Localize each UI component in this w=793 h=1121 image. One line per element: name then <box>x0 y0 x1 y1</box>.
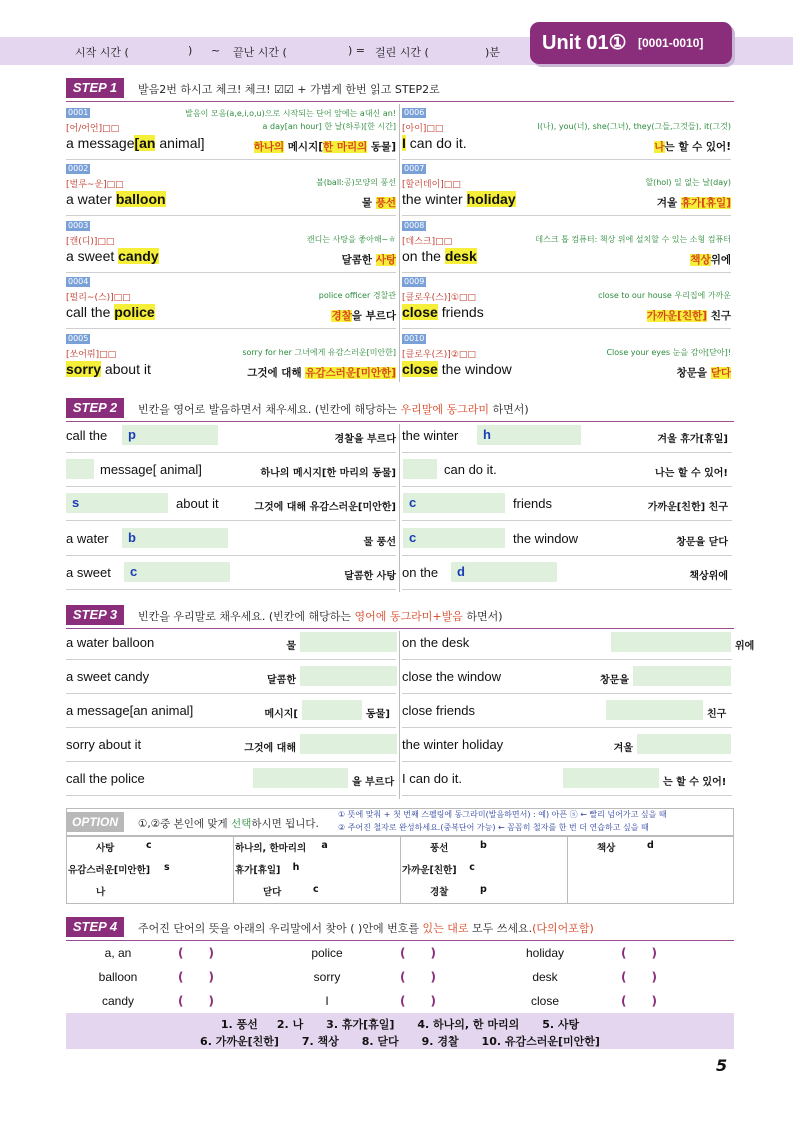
row-divider <box>402 589 732 590</box>
row-divider <box>66 693 396 694</box>
memory-hint: 데스크 톱 컴퓨터: 책상 위에 설치할 수 있는 소형 컴퓨터 <box>535 235 731 244</box>
row-divider <box>402 693 732 694</box>
row-divider <box>402 555 732 556</box>
phrase-end: friends <box>513 496 553 511</box>
blank-box[interactable] <box>302 700 362 720</box>
word-number: 0010 <box>404 334 425 343</box>
blank-box[interactable] <box>403 528 505 548</box>
english-phrase <box>66 304 155 320</box>
korean-post: 동물] <box>367 141 396 153</box>
memory-hint: close to our house 우리집에 가까운 <box>598 291 731 300</box>
korean-pre: 달콤한 <box>341 254 376 266</box>
korean-meaning <box>254 139 396 154</box>
row-divider <box>402 727 732 728</box>
phrase-end: message[ animal] <box>100 462 202 477</box>
option-letter: d <box>647 840 654 851</box>
english-pre: a message <box>66 135 135 151</box>
blank-box[interactable] <box>403 459 437 479</box>
option-korean: 휴가[휴일] <box>235 865 281 876</box>
korean-meaning <box>647 308 731 323</box>
english-phrase <box>66 191 166 207</box>
row-divider <box>66 795 396 796</box>
korean-start: 창문을 <box>600 675 629 686</box>
memory-hint: 할(hol) 일 없는 날(day) <box>645 178 731 187</box>
korean-start: 물 <box>286 641 296 652</box>
vocab-word: police <box>311 946 343 960</box>
row-divider <box>402 659 732 660</box>
english-post: the window <box>437 361 512 377</box>
row-divider <box>66 159 396 160</box>
korean-meaning: 책상위에 <box>689 571 728 582</box>
vocab-word: a, an <box>104 946 132 960</box>
option-korean: 풍선 <box>430 843 449 854</box>
vocab-word: sorry <box>313 970 341 984</box>
english-phrase <box>402 248 477 264</box>
korean-meaning <box>654 139 731 154</box>
page-number: 5 <box>716 1056 728 1075</box>
english-pre: the winter <box>402 191 467 207</box>
phrase-start: a water <box>66 531 109 546</box>
korean-meaning: 그것에 대해 유감스러운[미안한] <box>254 502 396 513</box>
first-letter: h <box>483 427 491 442</box>
korean-keyword: 나 <box>654 141 665 153</box>
english-phrase <box>66 135 205 151</box>
english-keyword: balloon <box>115 191 166 207</box>
korean-end: 위에 <box>735 641 755 652</box>
row-divider <box>402 328 731 329</box>
korean-meaning: 겨울 휴가[휴일] <box>657 434 728 445</box>
korean-meaning <box>247 365 396 380</box>
word-number: 0004 <box>68 277 89 286</box>
end-time-close: ) = <box>348 44 366 57</box>
answer-bank-row-1: 1. 풍선 2. 나 3. 휴가[휴일] 4. 하나의, 한 마리의 5. 사탕 <box>220 1018 580 1031</box>
step2-divider <box>399 424 400 592</box>
korean-end: 을 부르다 <box>352 777 395 788</box>
korean-start: 메시지[ <box>264 709 298 720</box>
korean-start: 겨울 <box>613 743 633 754</box>
option-korean: 가까운[친한] <box>402 865 457 876</box>
english-pre: on the <box>402 248 445 264</box>
korean-meaning <box>342 252 396 267</box>
korean-start: 달콤한 <box>267 675 296 686</box>
row-divider <box>66 555 396 556</box>
option-col-divider-1 <box>233 836 234 904</box>
english-phrase: I can do it. <box>402 771 462 786</box>
english-phrase: the winter holiday <box>402 737 504 752</box>
english-phrase <box>402 304 484 320</box>
memory-hint: a day[an hour] 한 날(하루)[한 시간] <box>262 122 396 131</box>
step3-rule <box>66 628 734 629</box>
row-divider <box>402 795 732 796</box>
korean-keyword-2: 한 마리의 <box>323 141 368 153</box>
unit-title: Unit 01① <box>542 32 627 54</box>
english-keyword: I <box>402 135 406 151</box>
blank-box[interactable] <box>300 632 397 652</box>
vocab-word: desk <box>532 970 558 984</box>
english-phrase: sorry about it <box>66 737 142 752</box>
korean-mid: 는 할 수 있어! <box>664 141 731 153</box>
korean-meaning: 나는 할 수 있어! <box>655 468 728 479</box>
korean-meaning: 달콤한 사탕 <box>344 571 396 582</box>
korean-meaning: 경찰을 부르다 <box>334 434 396 445</box>
option-letter: s <box>164 862 170 873</box>
option-korean: 책상 <box>597 843 616 854</box>
english-post: friends <box>437 304 484 320</box>
korean-keyword: 경찰 <box>331 310 352 322</box>
memory-hint: 불(ball:공)모양의 풍선 <box>315 178 396 187</box>
word-number: 0002 <box>68 164 89 173</box>
answer-parentheses[interactable]: ( ) <box>400 994 437 1008</box>
memory-hint: 캔디는 사탕을 좋아해~ㅎ <box>306 235 396 244</box>
korean-start: 그것에 대해 <box>244 743 296 754</box>
blank-box[interactable] <box>122 528 228 548</box>
english-keyword: close <box>402 361 438 377</box>
start-time-label: 시작 시간 ( <box>75 46 129 59</box>
pronunciation: [할러데이]□□ <box>402 180 461 190</box>
word-number: 0006 <box>404 108 425 117</box>
english-phrase: a water balloon <box>66 635 155 650</box>
option-col-divider-3 <box>567 836 568 904</box>
option-letter: c <box>313 884 319 895</box>
korean-meaning <box>677 365 731 380</box>
option-letter: c <box>146 840 152 851</box>
english-phrase: close friends <box>402 703 475 718</box>
english-keyword: sorry <box>66 361 102 377</box>
step3-badge: STEP 3 <box>66 605 124 625</box>
elapsed-minutes: )분 <box>485 46 500 59</box>
korean-keyword: 휴가[휴일] <box>680 197 731 209</box>
word-number: 0008 <box>404 221 425 230</box>
vocab-word: balloon <box>98 970 138 984</box>
first-letter: s <box>72 495 80 510</box>
answer-parentheses[interactable]: ( ) <box>400 970 437 984</box>
phrase-start: on the <box>402 565 439 580</box>
step1-divider <box>399 104 400 382</box>
word-number: 0005 <box>68 334 89 343</box>
option-letter: h <box>292 862 300 873</box>
blank-box[interactable] <box>66 459 94 479</box>
korean-pre: 그것에 대해 <box>247 367 306 379</box>
korean-meaning <box>331 308 396 323</box>
option-instructions: ①,②중 본인에 맞게 선택하시면 됩니다. <box>138 818 319 830</box>
pronunciation: [데스크]□□ <box>402 237 453 247</box>
answer-parentheses[interactable]: ( ) <box>178 970 215 984</box>
pronunciation: [클로우(스)]①□□ <box>402 293 476 303</box>
blank-box[interactable] <box>637 734 731 754</box>
pronunciation: [어/어언]□□ <box>66 124 120 134</box>
tilde: ~ <box>211 44 221 57</box>
step1-badge: STEP 1 <box>66 78 124 98</box>
option-col-divider-2 <box>400 836 401 904</box>
english-keyword: close <box>402 304 438 320</box>
korean-mid: 을 부르다 <box>351 310 396 322</box>
korean-keyword: 책상 <box>690 254 711 266</box>
english-phrase: call the police <box>66 771 145 786</box>
english-post: animal] <box>155 135 205 151</box>
phrase-start: call the <box>66 428 108 443</box>
row-divider <box>402 520 732 521</box>
korean-end: 친구 <box>707 709 727 720</box>
option-korean: 유감스러운[미안한] <box>68 865 151 876</box>
english-phrase <box>66 248 159 264</box>
pronunciation: [클로우(즈)]②□□ <box>402 350 476 360</box>
option-note-2: ② 주어진 철자로 완성하세요.(중복단어 가능) ← 꼼꼼히 철자를 한 번 더 연습하고 싶을 때 <box>338 823 649 832</box>
step3-divider <box>399 631 400 799</box>
english-phrase: on the desk <box>402 635 470 650</box>
first-letter: c <box>409 495 417 510</box>
korean-meaning: 창문을 닫다 <box>676 537 728 548</box>
answer-parentheses[interactable]: ( ) <box>400 946 437 960</box>
option-note-1: ① 뜻에 맞춰 + 첫 번째 스펠링에 동그라미(발음하면서) : 예) 아픈 ⓢ ← 빨리 넘어가고 싶을 때 <box>338 810 667 819</box>
phrase-end: can do it. <box>444 462 497 477</box>
first-letter: p <box>128 427 136 442</box>
row-divider <box>402 452 732 453</box>
blank-box[interactable] <box>253 768 348 788</box>
phrase-end: the window <box>513 531 579 546</box>
vocab-word: close <box>530 994 559 1008</box>
pronunciation: [벌루~운]□□ <box>66 180 124 190</box>
answer-parentheses[interactable]: ( ) <box>621 970 658 984</box>
unit-range: [0001-0010] <box>638 36 704 50</box>
elapsed-time-label: 걸린 시간 ( <box>375 46 429 59</box>
english-phrase <box>402 135 467 151</box>
row-divider <box>66 727 396 728</box>
row-divider <box>402 159 731 160</box>
memory-hint: sorry for her 그녀에게 유감스러운[미안한] <box>242 348 396 357</box>
word-number: 0009 <box>404 277 425 286</box>
answer-parentheses[interactable]: ( ) <box>178 994 215 1008</box>
english-post: about it <box>101 361 151 377</box>
blank-box[interactable] <box>451 562 557 582</box>
phrase-end: about it <box>176 496 219 511</box>
phrase-start: a sweet <box>66 565 111 580</box>
step1-instructions: 발음2번 하시고 체크! 체크! ☑☑ + 가볍게 한번 읽고 STEP2로 <box>138 83 440 96</box>
row-divider <box>402 215 731 216</box>
blank-box[interactable] <box>606 700 703 720</box>
answer-parentheses[interactable]: ( ) <box>621 946 658 960</box>
first-letter: d <box>457 564 465 579</box>
blank-box[interactable] <box>403 493 505 513</box>
blank-box[interactable] <box>633 666 731 686</box>
row-divider <box>66 659 396 660</box>
pronunciation: [펄리~(스)]□□ <box>66 293 131 303</box>
korean-keyword: 닫다 <box>710 367 731 379</box>
english-phrase: a message[an animal] <box>66 703 194 718</box>
phrase-start: the winter <box>402 428 459 443</box>
korean-keyword: 가까운[친한] <box>646 310 708 322</box>
korean-meaning <box>362 195 396 210</box>
korean-meaning <box>690 252 731 267</box>
row-divider <box>66 272 396 273</box>
option-korean: 경찰 <box>430 887 449 898</box>
korean-mid: 위에 <box>710 254 731 266</box>
option-korean: 나 <box>96 887 106 898</box>
option-korean: 사탕 <box>96 843 115 854</box>
step2-rule <box>66 421 734 422</box>
memory-hint: I(나), you(너), she(그녀), they(그들,그것들), it(그것) <box>537 122 731 131</box>
step3-instructions: 빈칸을 우리말로 채우세요. (빈칸에 해당하는 영어에 동그라미+발음 하면서) <box>138 610 503 623</box>
row-divider <box>66 486 396 487</box>
korean-keyword: 사탕 <box>375 254 396 266</box>
korean-keyword: 하나의 <box>253 141 285 153</box>
row-divider <box>66 452 396 453</box>
korean-end: 동물] <box>366 709 390 720</box>
blank-box[interactable] <box>124 562 230 582</box>
korean-keyword: 풍선 <box>375 197 396 209</box>
vocab-word: I <box>325 994 329 1008</box>
step2-instructions: 빈칸을 영어로 발음하면서 채우세요. (빈칸에 해당하는 우리말에 동그라미 하면서) <box>138 403 529 416</box>
vocab-word: candy <box>101 994 135 1008</box>
korean-mid: 친구 <box>707 310 731 322</box>
korean-pre: 창문을 <box>676 367 711 379</box>
english-pre: a sweet <box>66 248 119 264</box>
english-keyword: desk <box>444 248 477 264</box>
option-letter: b <box>480 840 487 851</box>
blank-box[interactable] <box>66 493 168 513</box>
english-pre: a water <box>66 191 116 207</box>
step4-rule <box>66 940 734 941</box>
answer-bank <box>66 1013 734 1049</box>
step4-instructions: 주어진 단어의 뜻을 아래의 우리말에서 찾아 ( )안에 번호를 있는 대로 모두 쓰세요.(다의어포함) <box>138 922 594 935</box>
korean-meaning: 가까운[친한] 친구 <box>647 502 728 513</box>
korean-end: 는 할 수 있어! <box>663 777 727 788</box>
english-phrase: a sweet candy <box>66 669 150 684</box>
english-phrase: close the window <box>402 669 501 684</box>
answer-parentheses[interactable]: ( ) <box>178 946 215 960</box>
option-letter: p <box>480 884 487 895</box>
answer-bank-row-2: 6. 가까운[친한] 7. 책상 8. 닫다 9. 경찰 10. 유감스러운[미안한] <box>200 1035 600 1048</box>
korean-mid: 메시지[ <box>284 141 324 153</box>
vocab-word: holiday <box>525 946 565 960</box>
option-letter: c <box>469 862 475 873</box>
memory-hint: police officer 경찰관 <box>318 291 396 300</box>
unit-title-box <box>530 22 732 64</box>
english-post: can do it. <box>405 135 467 151</box>
korean-pre: 물 <box>361 197 376 209</box>
row-divider <box>66 589 396 590</box>
step2-badge: STEP 2 <box>66 398 124 418</box>
pronunciation: [캔(디)]□□ <box>66 237 115 247</box>
korean-pre: 겨울 <box>656 197 681 209</box>
row-divider <box>66 328 396 329</box>
english-phrase <box>402 191 516 207</box>
word-number: 0007 <box>404 164 425 173</box>
option-letter: a <box>321 840 328 851</box>
blank-box[interactable] <box>477 425 581 445</box>
blank-box[interactable] <box>122 425 218 445</box>
korean-meaning <box>657 195 731 210</box>
english-phrase <box>66 361 151 377</box>
row-divider <box>66 215 396 216</box>
first-letter: c <box>130 564 138 579</box>
memory-hint: Close your eyes 눈을 감아[닫아]! <box>606 348 731 357</box>
option-korean: 하나의, 한마리의 <box>235 843 307 854</box>
pronunciation: [쏘어뤼]□□ <box>66 350 117 360</box>
answer-parentheses[interactable]: ( ) <box>621 994 658 1008</box>
option-korean: 닫다 <box>263 887 282 898</box>
blank-box[interactable] <box>611 632 731 652</box>
korean-meaning: 하나의 메시지[한 마리의 동물] <box>260 468 396 479</box>
first-letter: c <box>409 530 417 545</box>
first-letter: b <box>128 530 136 545</box>
korean-meaning: 물 풍선 <box>363 537 396 548</box>
option-badge: OPTION <box>66 812 124 832</box>
word-number: 0001 <box>68 108 89 117</box>
pronunciation: [아이]□□ <box>402 124 444 134</box>
row-divider <box>66 520 396 521</box>
row-divider <box>402 486 732 487</box>
english-keyword: police <box>114 304 155 320</box>
step1-rule <box>66 101 734 102</box>
word-number: 0003 <box>68 221 89 230</box>
blank-box[interactable] <box>300 666 397 686</box>
row-divider <box>66 761 396 762</box>
blank-box[interactable] <box>300 734 397 754</box>
start-time-close: ) <box>188 44 193 57</box>
row-divider <box>402 761 732 762</box>
english-pre: call the <box>66 304 115 320</box>
english-phrase <box>402 361 512 377</box>
english-keyword: candy <box>118 248 159 264</box>
end-time-label: 끝난 시간 ( <box>233 46 287 59</box>
step4-badge: STEP 4 <box>66 917 124 937</box>
english-keyword: holiday <box>466 191 516 207</box>
english-keyword: [an <box>134 135 156 151</box>
korean-keyword: 유감스러운[미안한] <box>305 367 396 379</box>
row-divider <box>402 272 731 273</box>
hint-note: 발음이 모음(a,e,i,o,u)으로 시작되는 단어 앞에는 a대신 an! <box>185 109 396 118</box>
blank-box[interactable] <box>563 768 659 788</box>
